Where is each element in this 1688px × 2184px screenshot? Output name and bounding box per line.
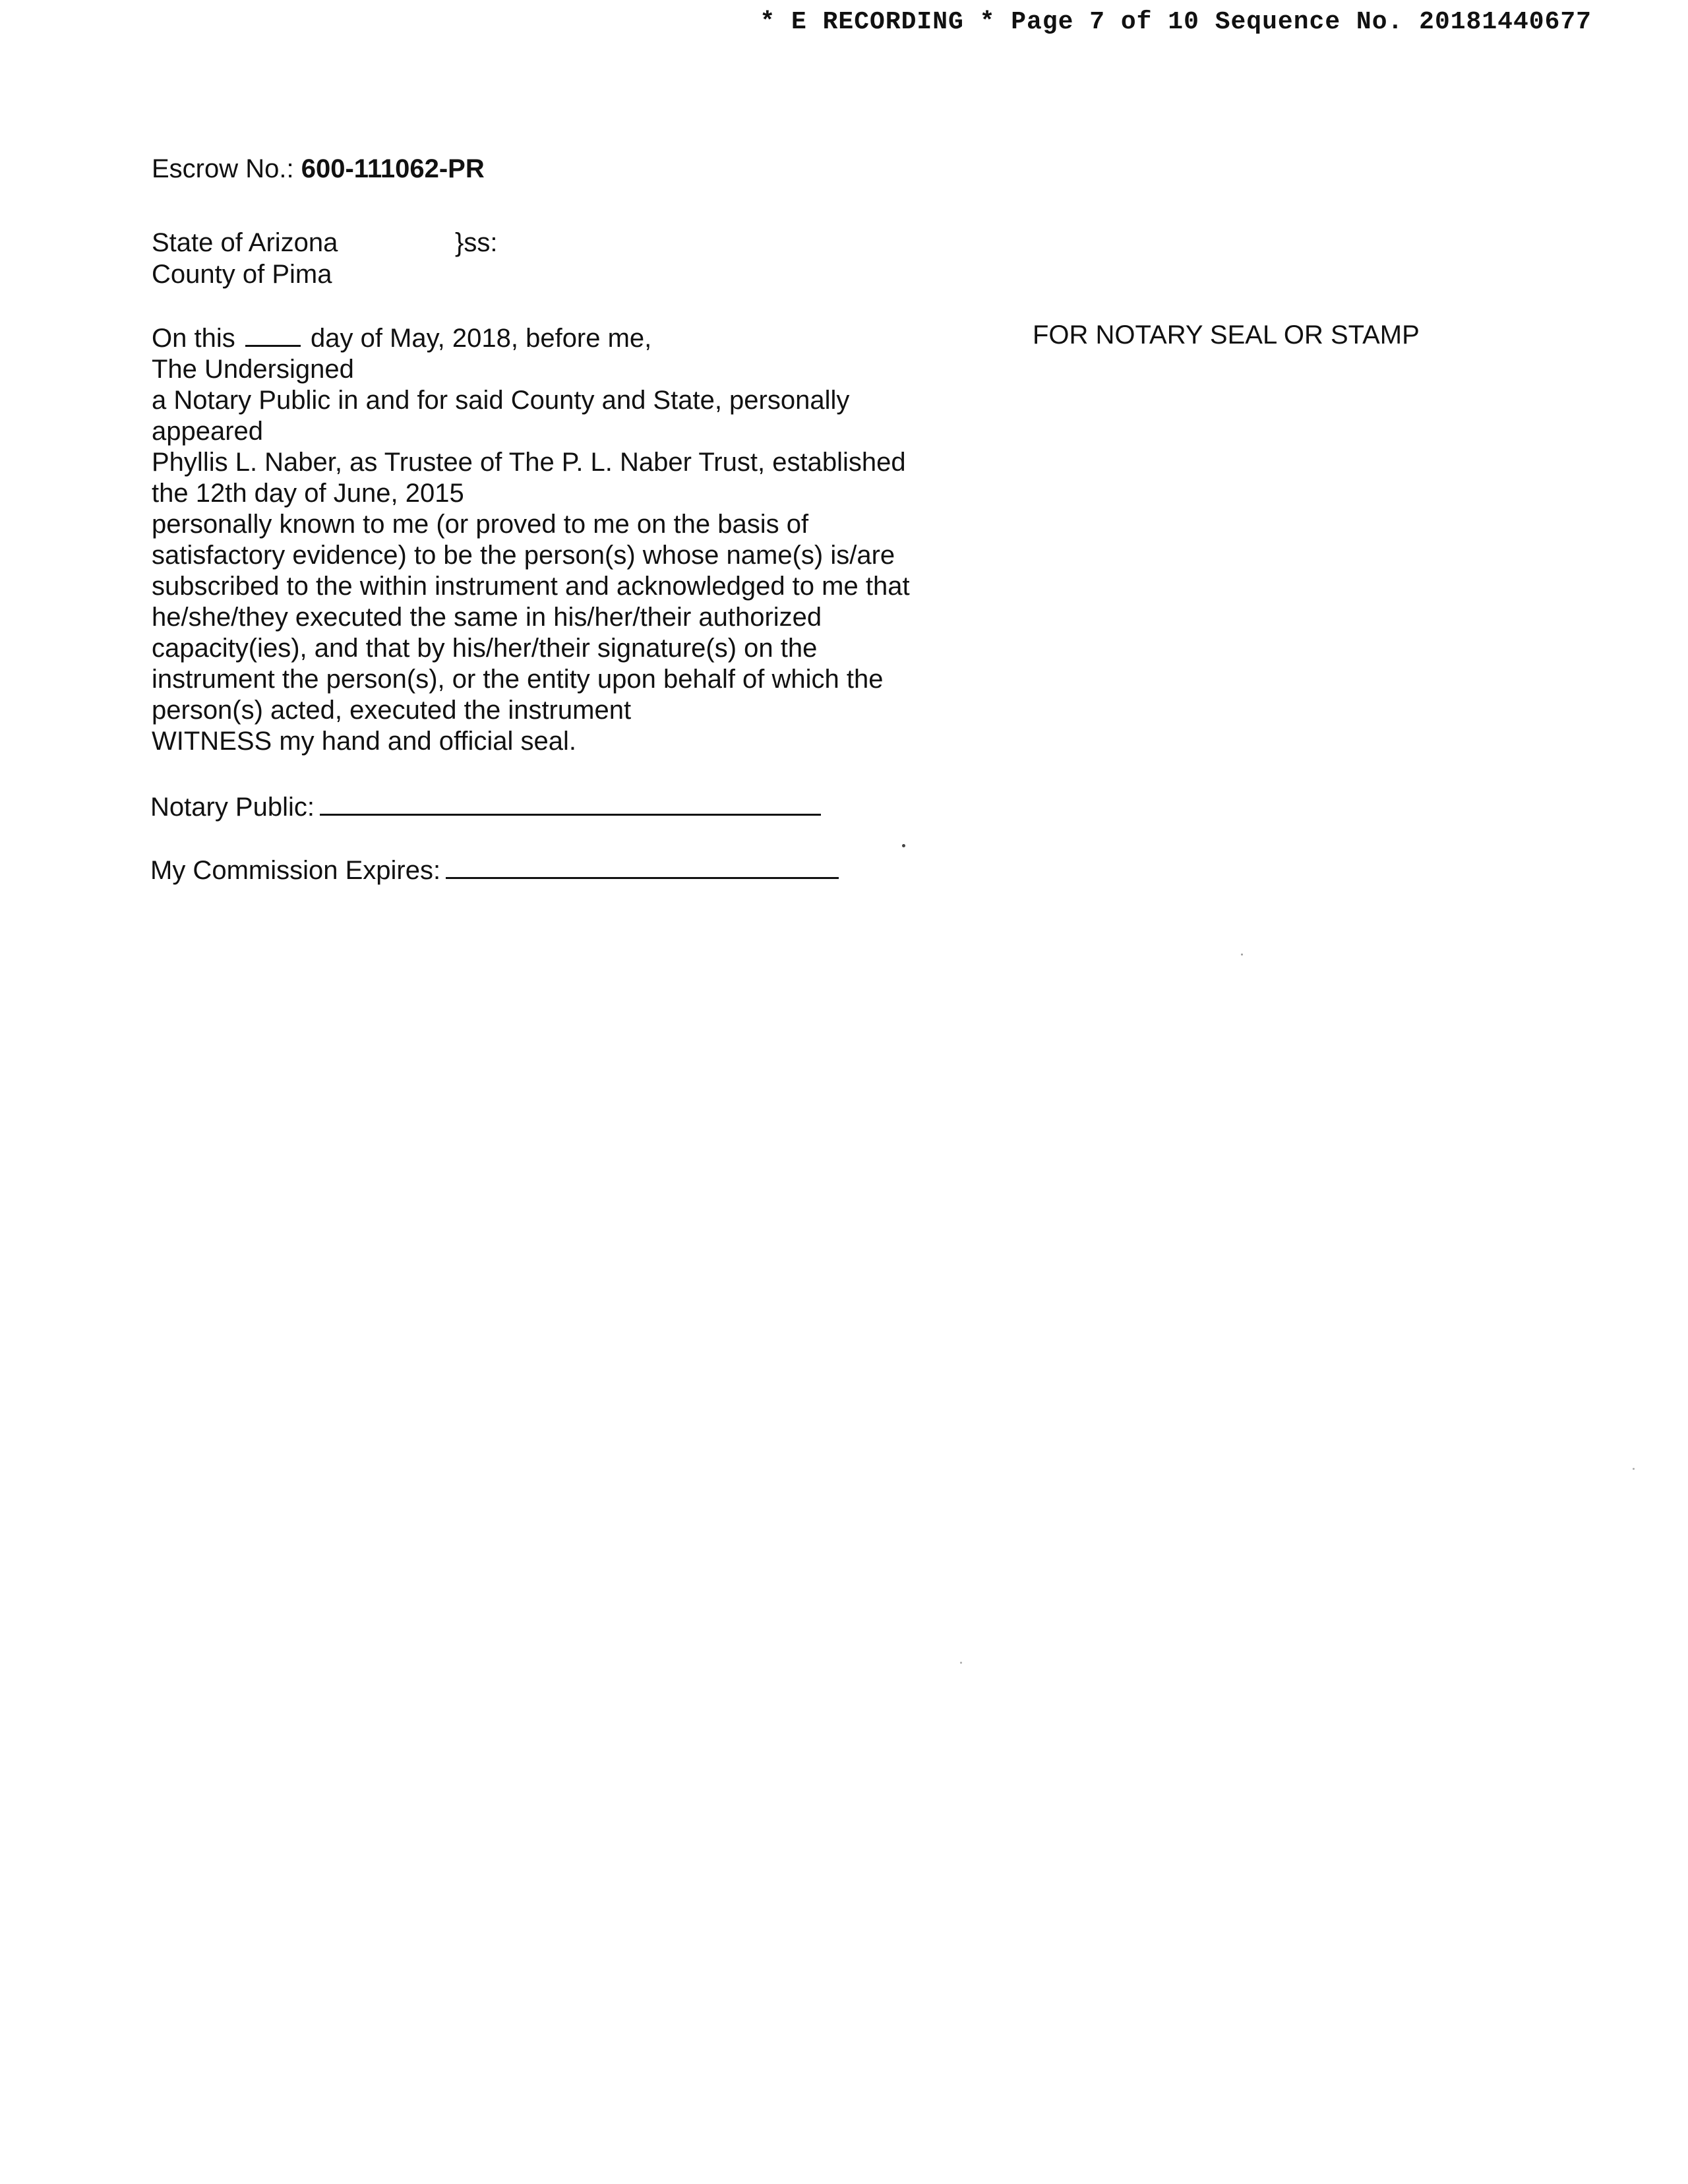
acknowledgment-line-1-start: On this [152,324,235,353]
acknowledgment-line: a Notary Public in and for said County and State, personally [152,386,850,415]
acknowledgment-text [152,323,963,757]
commission-expires-line [150,855,839,886]
escrow-number [152,154,485,184]
day-blank [245,325,301,347]
acknowledgment-line-1 [152,323,963,354]
acknowledgment-line: instrument the person(s), or the entity upon behalf of which the [152,665,884,694]
acknowledgment-line: the 12th day of June, 2015 [152,479,464,508]
acknowledgment-line: appeared [152,417,264,446]
acknowledgment-line-1-end: day of May, 2018, before me, [310,324,652,353]
acknowledgment-line: WITNESS my hand and official seal. [152,727,576,756]
acknowledgment-line: subscribed to the within instrument and acknowledged to me that [152,572,910,601]
venue-state: State of Arizona [152,228,338,257]
commission-date-blank [446,855,839,879]
scan-speck [960,1662,962,1664]
acknowledgment-line: Phyllis L. Naber, as Trustee of The P. L. Naber Trust, established [152,448,906,477]
commission-expires-label: My Commission Expires: [150,856,441,885]
scan-speck [1633,1468,1635,1470]
venue-block [152,227,498,290]
recording-header: * E RECORDING * Page 7 of 10 Sequence No. 20181440677 [760,8,1592,36]
escrow-value: 600-111062-PR [301,154,485,183]
acknowledgment-line: person(s) acted, executed the instrument [152,696,632,725]
notary-signature-blank [320,791,821,816]
acknowledgment-line: capacity(ies), and that by his/her/their signature(s) on the [152,634,818,663]
acknowledgment-line: personally known to me (or proved to me on the basis of [152,510,809,539]
venue-ss: }ss: [455,228,498,257]
scan-speck [1241,954,1243,956]
acknowledgment-line: The Undersigned [152,355,354,384]
scan-speck [902,844,905,847]
venue-county: County of Pima [152,260,332,289]
notary-seal-label: FOR NOTARY SEAL OR STAMP [1033,320,1420,349]
acknowledgment-line: he/she/they executed the same in his/her/their authorized [152,603,822,632]
notary-public-label: Notary Public: [150,793,315,822]
notary-public-line [150,791,821,822]
acknowledgment-line: satisfactory evidence) to be the person(s) whose name(s) is/are [152,541,895,570]
escrow-label: Escrow No.: [152,154,294,183]
